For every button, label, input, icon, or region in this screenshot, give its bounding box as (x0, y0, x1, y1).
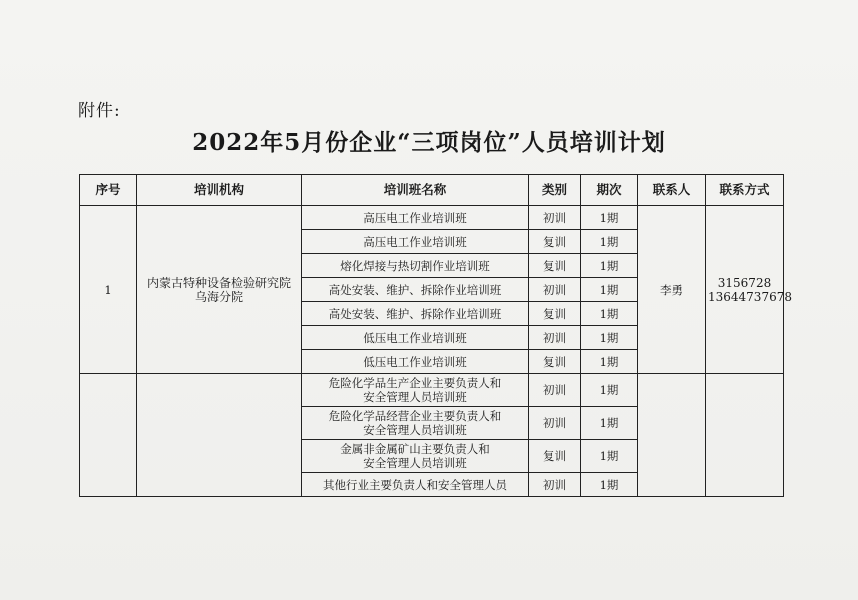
class-name-line2: 安全管理人员培训班 (363, 456, 467, 470)
table-row (80, 206, 784, 230)
contact-info-cell (706, 206, 792, 374)
period-cell: 1期 (581, 278, 638, 302)
table-header-row (80, 175, 784, 206)
col-header-category: 类别 (529, 175, 581, 206)
period-cell: 1期 (581, 440, 638, 473)
phone-number-2: 13644737678 (708, 289, 792, 304)
col-header-period: 期次 (581, 175, 638, 206)
col-header-contact-info: 联系方式 (706, 175, 784, 206)
category-cell: 复训 (529, 440, 581, 473)
class-name-cell (302, 374, 529, 407)
category-cell: 初训 (529, 206, 581, 230)
category-cell: 复训 (529, 230, 581, 254)
class-name-line1: 危险化学品经营企业主要负责人和 (328, 409, 502, 423)
contact-info-cell-empty (706, 374, 784, 497)
period-cell: 1期 (581, 206, 638, 230)
col-header-org: 培训机构 (137, 175, 302, 206)
category-cell: 初训 (529, 326, 581, 350)
contact-person-cell: 李勇 (638, 206, 706, 374)
period-cell: 1期 (581, 350, 638, 374)
attachment-label: 附件: (78, 101, 121, 121)
class-name-cell (302, 407, 529, 440)
period-cell: 1期 (581, 473, 638, 497)
org-name-line1: 内蒙古特种设备检验研究院 (146, 275, 291, 290)
period-cell: 1期 (581, 326, 638, 350)
class-name-cell: 高处安装、维护、拆除作业培训班 (302, 278, 529, 302)
period-cell: 1期 (581, 374, 638, 407)
category-cell: 初训 (529, 374, 581, 407)
class-name-line2: 安全管理人员培训班 (363, 390, 467, 404)
table-row (80, 374, 784, 407)
phone-number-1: 3156728 (717, 275, 772, 290)
class-name-cell: 熔化焊接与热切割作业培训班 (302, 254, 529, 278)
period-cell: 1期 (581, 407, 638, 440)
org-name-line2: 乌海分院 (194, 289, 243, 304)
col-header-index: 序号 (80, 175, 137, 206)
row-index-cell-empty (80, 374, 137, 497)
period-cell: 1期 (581, 254, 638, 278)
org-cell (137, 206, 302, 374)
contact-person-cell-empty (638, 374, 706, 497)
category-cell: 复训 (529, 302, 581, 326)
page-title: 2022年5月份企业“三项岗位”人员培训计划 (192, 129, 666, 156)
category-cell: 初训 (529, 278, 581, 302)
class-name-cell (302, 440, 529, 473)
class-name-cell: 高压电工作业培训班 (302, 230, 529, 254)
col-header-class-name: 培训班名称 (302, 175, 529, 206)
period-cell: 1期 (581, 230, 638, 254)
period-cell: 1期 (581, 302, 638, 326)
class-name-line1: 金属非金属矿山主要负责人和 (340, 442, 490, 456)
class-name-line2: 安全管理人员培训班 (363, 423, 467, 437)
row-index-cell: 1 (80, 206, 137, 374)
class-name-cell: 高压电工作业培训班 (302, 206, 529, 230)
training-plan-table (79, 174, 792, 497)
class-name-cell: 其他行业主要负责人和安全管理人员 (302, 473, 529, 497)
category-cell: 复训 (529, 350, 581, 374)
col-header-contact-person: 联系人 (638, 175, 706, 206)
category-cell: 初训 (529, 407, 581, 440)
class-name-line1: 危险化学品生产企业主要负责人和 (328, 376, 502, 390)
org-cell-empty (137, 374, 302, 497)
category-cell: 初训 (529, 473, 581, 497)
class-name-cell: 低压电工作业培训班 (302, 326, 529, 350)
category-cell: 复训 (529, 254, 581, 278)
class-name-cell: 低压电工作业培训班 (302, 350, 529, 374)
class-name-cell: 高处安装、维护、拆除作业培训班 (302, 302, 529, 326)
